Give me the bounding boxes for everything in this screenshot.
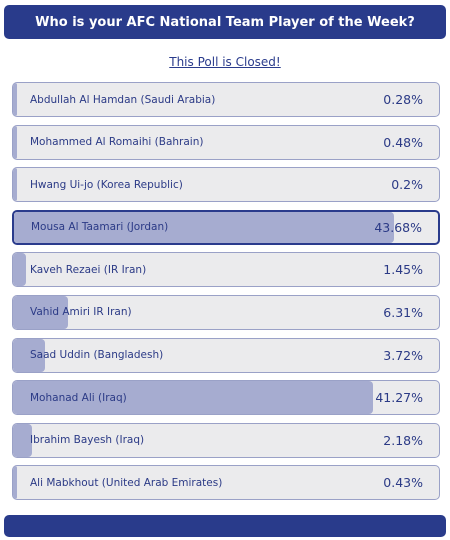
- poll-option[interactable]: [12, 295, 440, 330]
- poll-option-percent: 41.27%: [375, 390, 423, 406]
- poll-option[interactable]: [12, 338, 440, 373]
- poll-option-label: Mousa Al Taamari (Jordan): [31, 221, 169, 234]
- poll-title: Who is your AFC National Team Player of the Week?: [35, 14, 415, 30]
- poll-option[interactable]: [12, 380, 440, 415]
- poll-option-label: Hwang Ui-jo (Korea Republic): [30, 178, 183, 191]
- poll-option-percent: 1.45%: [383, 262, 423, 278]
- poll-result-bar: [13, 168, 17, 201]
- poll-option-percent: 6.31%: [383, 304, 423, 320]
- poll-option[interactable]: [12, 82, 440, 117]
- poll-closed-link[interactable]: This Poll is Closed!: [169, 55, 281, 69]
- poll-option[interactable]: [12, 210, 440, 245]
- poll-option-percent: 3.72%: [383, 347, 423, 363]
- poll-option-label: Abdullah Al Hamdan (Saudi Arabia): [30, 93, 216, 106]
- poll-option[interactable]: [12, 465, 440, 500]
- poll-option-label: Ibrahim Bayesh (Iraq): [30, 434, 145, 447]
- poll-result-bar: [13, 253, 26, 286]
- poll-result-bar: [13, 126, 17, 159]
- poll-option-label: Ali Mabkhout (United Arab Emirates): [30, 476, 223, 489]
- poll-option-percent: 0.43%: [383, 475, 423, 491]
- poll-result-bar: [13, 83, 17, 116]
- poll-result-bar: [13, 466, 17, 499]
- poll-option-label: Mohanad Ali (Iraq): [30, 391, 127, 404]
- poll-option-label: Vahid Amiri IR Iran): [30, 306, 132, 319]
- poll-option-label: Mohammed Al Romaihi (Bahrain): [30, 136, 204, 149]
- poll-option-percent: 0.2%: [391, 177, 423, 193]
- poll-option-percent: 2.18%: [383, 432, 423, 448]
- poll-option[interactable]: [12, 252, 440, 287]
- poll-option-percent: 0.48%: [383, 134, 423, 150]
- poll-header: [4, 5, 446, 39]
- poll-option-percent: 43.68%: [374, 219, 422, 235]
- poll-option[interactable]: [12, 167, 440, 202]
- poll-option-label: Saad Uddin (Bangladesh): [30, 349, 164, 362]
- poll-footer: [4, 515, 446, 537]
- poll-option-label: Kaveh Rezaei (IR Iran): [30, 263, 147, 276]
- poll-options-list: [12, 82, 440, 508]
- poll-option[interactable]: [12, 125, 440, 160]
- poll-option-percent: 0.28%: [383, 92, 423, 107]
- poll-option[interactable]: [12, 423, 440, 458]
